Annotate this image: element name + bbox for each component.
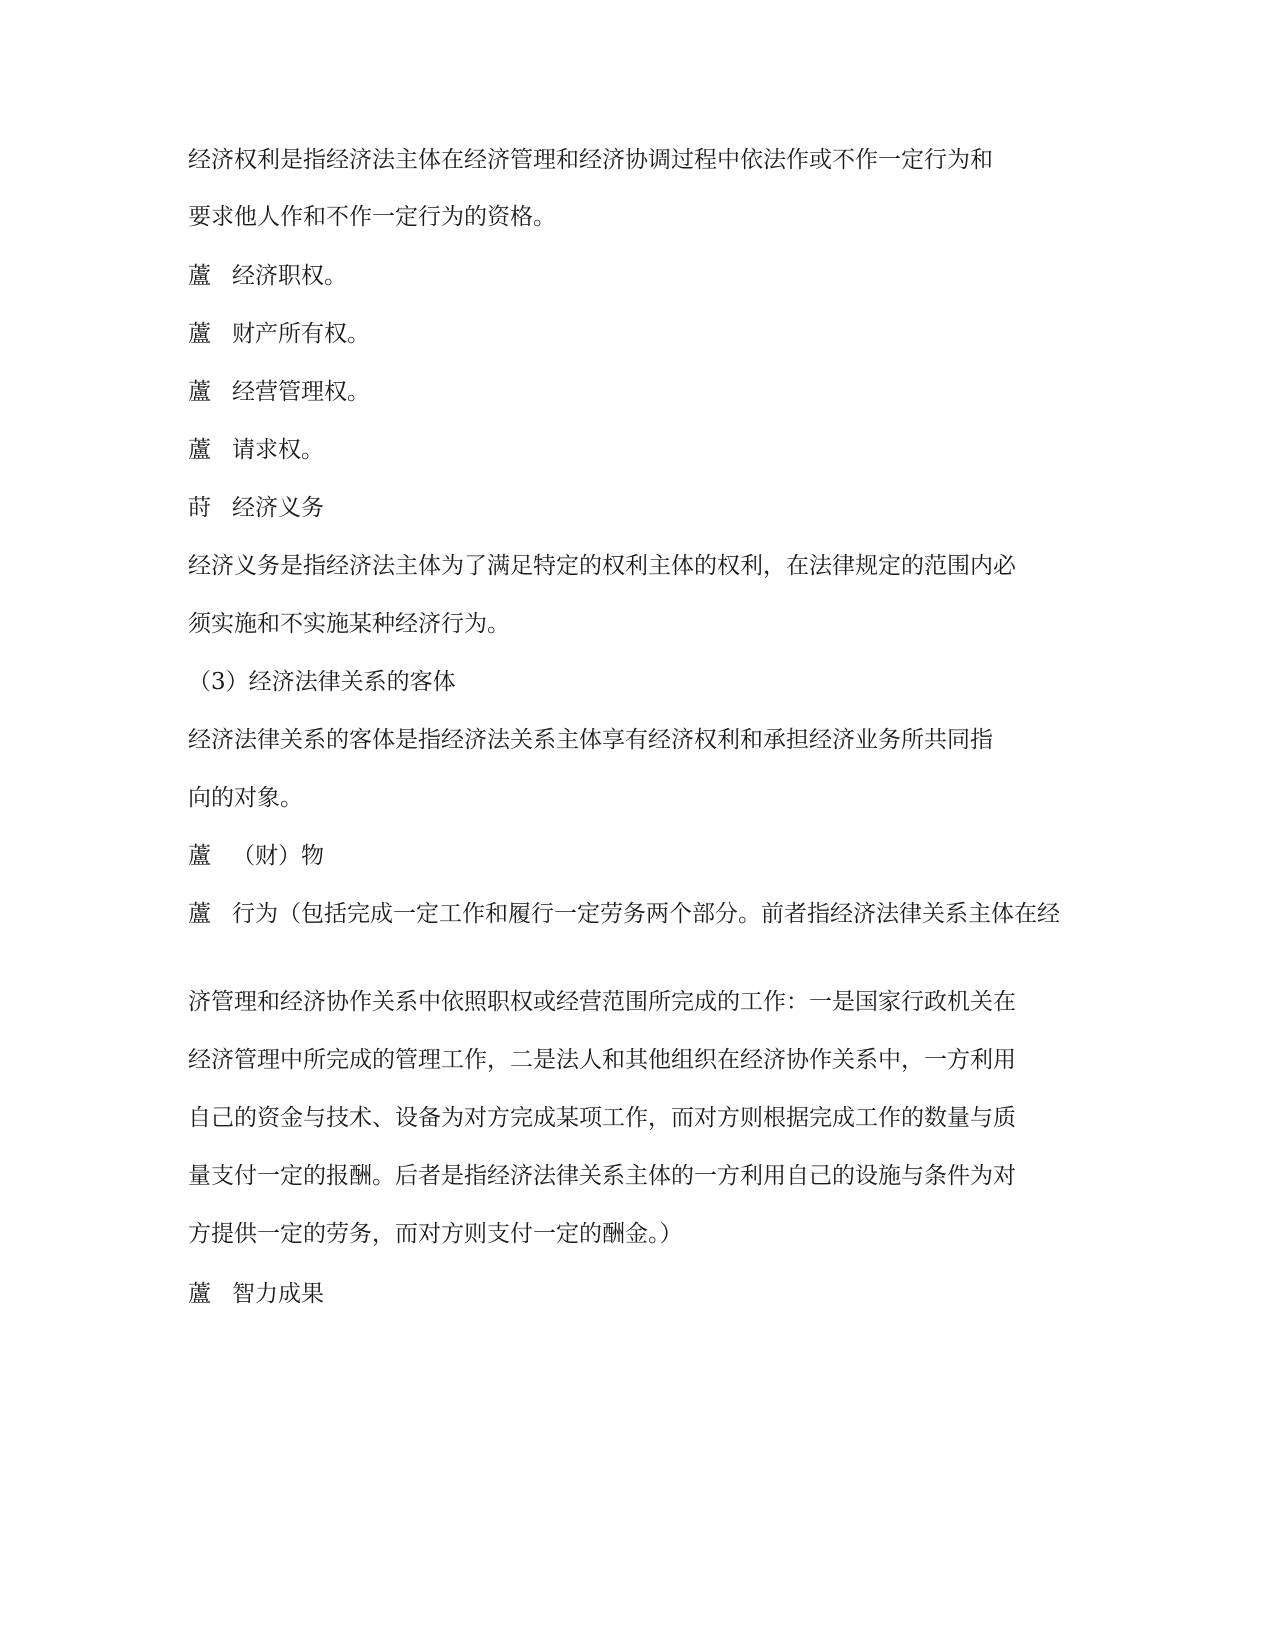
paragraph-line: 向的对象。 (188, 785, 303, 811)
paragraph-line: 经济管理中所完成的管理工作，二是法人和其他组织在经济协作关系中，一方利用 (188, 1047, 1016, 1073)
list-item-text: 经济职权。 (232, 263, 347, 289)
list-item (188, 1280, 324, 1308)
paragraph-line: 方提供一定的劳务，而对方则支付一定的酬金。） (188, 1221, 683, 1247)
bullet-marker: 蘆 (188, 437, 211, 463)
paragraph-line: 要求他人作和不作一定行为的资格。 (188, 204, 556, 230)
list-item-text: 请求权。 (232, 437, 324, 463)
list-item-text: 经营管理权。 (232, 379, 370, 405)
paragraph-line: 经济权利是指经济法主体在经济管理和经济协调过程中依法作或不作一定行为和 (188, 147, 993, 173)
paragraph-line: 量支付一定的报酬。后者是指经济法律关系主体的一方利用自己的设施与条件为对 (188, 1163, 1016, 1189)
list-item (188, 378, 370, 406)
list-item (188, 900, 1078, 928)
bullet-marker: 蘆 (188, 843, 211, 869)
list-item-text: 财产所有权。 (232, 321, 370, 347)
list-item (188, 436, 324, 464)
paragraph-line: 经济义务是指经济法主体为了满足特定的权利主体的权利，在法律规定的范围内必 (188, 553, 1016, 579)
bullet-marker: 蘆 (188, 263, 211, 289)
list-item (188, 262, 347, 290)
list-item-text: 行为（包括完成一定工作和履行一定劳务两个部分。前者指经济法律关系主体在经 (232, 901, 1060, 927)
bullet-marker: 莳 (188, 495, 211, 521)
section-heading (188, 494, 324, 522)
paragraph-line: 经济法律关系的客体是指经济法关系主体享有经济权利和承担经济业务所共同指 (188, 727, 993, 753)
paragraph-line: 济管理和经济协作关系中依照职权或经营范围所完成的工作：一是国家行政机关在 (188, 989, 1016, 1015)
section-heading: （3）经济法律关系的客体 (188, 669, 456, 695)
list-item-text: （财）物 (232, 843, 324, 869)
paragraph-line: 自己的资金与技术、设备为对方完成某项工作，而对方则根据完成工作的数量与质 (188, 1105, 1016, 1131)
bullet-marker: 蘆 (188, 321, 211, 347)
paragraph-line: 须实施和不实施某种经济行为。 (188, 611, 510, 637)
bullet-marker: 蘆 (188, 901, 211, 927)
bullet-marker: 蘆 (188, 379, 211, 405)
bullet-marker: 蘆 (188, 1281, 211, 1307)
list-item (188, 842, 324, 870)
list-item (188, 320, 370, 348)
list-item-text: 智力成果 (232, 1281, 324, 1307)
section-heading-text: 经济义务 (232, 495, 324, 521)
